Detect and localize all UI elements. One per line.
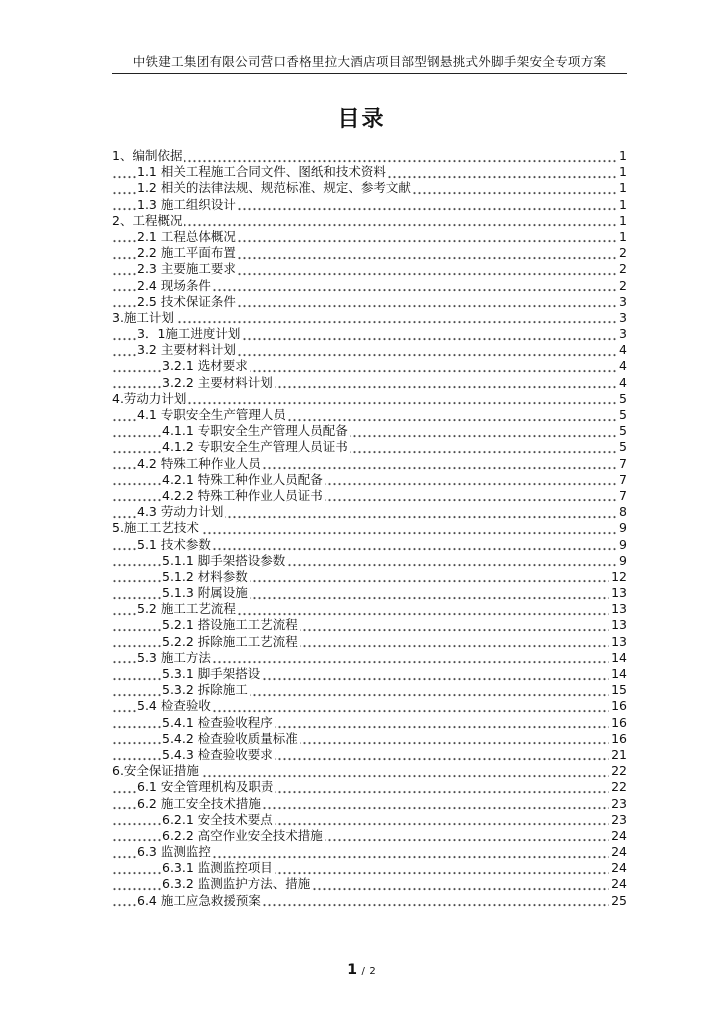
toc-entry-page: 7 bbox=[619, 455, 627, 471]
toc-entry-page: 13 bbox=[611, 633, 627, 649]
toc-entry[interactable] bbox=[112, 893, 627, 909]
current-page-number: 1 bbox=[347, 962, 358, 978]
toc-entry-title: 4.劳动力计划 bbox=[112, 390, 187, 406]
toc-entry-page: 1 bbox=[619, 164, 627, 180]
toc-entry-title: 4.2.2 特殊工种作业人员证书 bbox=[162, 487, 323, 503]
toc-entry-title: 6.3.1 监测监控项目 bbox=[162, 860, 273, 876]
table-of-contents bbox=[112, 148, 627, 909]
toc-entry[interactable] bbox=[112, 876, 627, 892]
toc-entry[interactable] bbox=[112, 650, 627, 666]
toc-entry[interactable] bbox=[112, 634, 627, 650]
toc-entry-title: 6.4 施工应急救援预案 bbox=[137, 892, 261, 908]
toc-entry-title: 4.3 劳动力计划 bbox=[137, 504, 224, 520]
toc-entry-page: 1 bbox=[619, 180, 627, 196]
toc-entry-page: 24 bbox=[611, 876, 627, 892]
toc-entry[interactable] bbox=[112, 278, 627, 294]
toc-entry-page: 22 bbox=[611, 763, 627, 779]
toc-entry[interactable] bbox=[112, 537, 627, 553]
document-title: 目录 bbox=[337, 107, 386, 132]
toc-entry-title: 5.1.2 材料参数 bbox=[162, 568, 248, 584]
toc-entry-title: 5.1 技术参数 bbox=[137, 536, 211, 552]
toc-entry[interactable] bbox=[112, 164, 627, 180]
toc-entry-title: 2.1 工程总体概况 bbox=[137, 228, 236, 244]
toc-entry[interactable] bbox=[112, 245, 627, 261]
toc-entry-title: 5.1.1 脚手架搭设参数 bbox=[162, 552, 286, 568]
toc-entry[interactable] bbox=[112, 229, 627, 245]
toc-entry[interactable] bbox=[112, 358, 627, 374]
toc-entry-page: 2 bbox=[619, 261, 627, 277]
toc-entry-page: 2 bbox=[619, 277, 627, 293]
toc-entry-page: 9 bbox=[619, 552, 627, 568]
toc-entry-page: 23 bbox=[611, 811, 627, 827]
toc-entry-page: 1 bbox=[619, 212, 627, 228]
toc-entry-title: 1.3 施工组织设计 bbox=[137, 196, 236, 212]
toc-entry-page: 1 bbox=[619, 148, 627, 163]
toc-entry-title: 5.4.1 检查验收程序 bbox=[162, 714, 273, 730]
toc-entry-title: 6.安全保证措施 bbox=[112, 763, 199, 779]
toc-entry[interactable] bbox=[112, 553, 627, 569]
toc-entry-title: 3．1施工进度计划 bbox=[137, 326, 241, 342]
toc-entry[interactable] bbox=[112, 844, 627, 860]
toc-entry[interactable] bbox=[112, 488, 627, 504]
toc-entry-title: 4.1.1 专职安全生产管理人员配备 bbox=[162, 423, 348, 439]
toc-entry-page: 1 bbox=[619, 228, 627, 244]
toc-entry-title: 2.5 技术保证条件 bbox=[137, 293, 236, 309]
page-header: 中铁建工集团有限公司营口香格里拉大酒店项目部型钢悬挑式外脚手架安全专项方案 bbox=[112, 52, 627, 74]
toc-entry[interactable] bbox=[112, 585, 627, 601]
toc-entry-title: 5.4.3 检查验收要求 bbox=[162, 746, 273, 762]
toc-entry-title: 5.1.3 附属设施 bbox=[162, 585, 248, 601]
toc-entry-title: 6.2 施工安全技术措施 bbox=[137, 795, 261, 811]
toc-entry[interactable] bbox=[112, 569, 627, 585]
toc-entry-title: 6.1 安全管理机构及职责 bbox=[137, 779, 274, 795]
toc-entry[interactable] bbox=[112, 601, 627, 617]
toc-entry-page: 21 bbox=[611, 746, 627, 762]
toc-entry[interactable] bbox=[112, 180, 627, 196]
toc-entry-page: 4 bbox=[619, 342, 627, 358]
toc-entry-title: 5.3.2 拆除施工 bbox=[162, 682, 248, 698]
toc-entry-title: 1.1 相关工程施工合同文件、图纸和技术资料 bbox=[137, 164, 386, 180]
toc-entry-title: 2、工程概况 bbox=[112, 212, 183, 228]
toc-entry[interactable] bbox=[112, 423, 627, 439]
toc-entry-page: 9 bbox=[619, 520, 627, 536]
toc-entry-title: 3.施工计划 bbox=[112, 309, 174, 325]
toc-entry[interactable] bbox=[112, 197, 627, 213]
toc-entry-page: 12 bbox=[611, 568, 627, 584]
toc-entry[interactable] bbox=[112, 261, 627, 277]
toc-entry-page: 15 bbox=[611, 682, 627, 698]
toc-entry[interactable] bbox=[112, 148, 627, 164]
toc-entry-title: 2.2 施工平面布置 bbox=[137, 245, 236, 261]
toc-entry-title: 5.4.2 检查验收质量标准 bbox=[162, 730, 298, 746]
toc-entry-title: 5.2 施工工艺流程 bbox=[137, 601, 236, 617]
toc-entry[interactable] bbox=[112, 666, 627, 682]
toc-entry[interactable] bbox=[112, 294, 627, 310]
toc-entry[interactable] bbox=[112, 779, 627, 795]
toc-entry-title: 4.2 特殊工种作业人员 bbox=[137, 455, 261, 471]
toc-entry-title: 5.2.2 拆除施工工艺流程 bbox=[162, 633, 298, 649]
toc-entry-title: 1、编制依据 bbox=[112, 148, 183, 163]
toc-entry[interactable] bbox=[112, 310, 627, 326]
toc-entry[interactable] bbox=[112, 860, 627, 876]
toc-entry[interactable] bbox=[112, 326, 627, 342]
toc-entry[interactable] bbox=[112, 747, 627, 763]
toc-entry-page: 14 bbox=[611, 649, 627, 665]
toc-entry-title: 4.1.2 专职安全生产管理人员证书 bbox=[162, 439, 348, 455]
toc-entry-title: 6.2.2 高空作业安全技术措施 bbox=[162, 827, 323, 843]
toc-entry-page: 7 bbox=[619, 487, 627, 503]
toc-entry[interactable] bbox=[112, 617, 627, 633]
toc-entry[interactable] bbox=[112, 731, 627, 747]
toc-entry-title: 5.3 施工方法 bbox=[137, 649, 211, 665]
toc-entry-page: 24 bbox=[611, 860, 627, 876]
page-footer bbox=[0, 962, 723, 978]
toc-entry-page: 24 bbox=[611, 827, 627, 843]
toc-entry[interactable] bbox=[112, 763, 627, 779]
toc-entry[interactable] bbox=[112, 812, 627, 828]
toc-entry-page: 16 bbox=[611, 698, 627, 714]
toc-entry[interactable] bbox=[112, 715, 627, 731]
toc-entry-title: 2.4 现场条件 bbox=[137, 277, 211, 293]
toc-entry-page: 8 bbox=[619, 504, 627, 520]
toc-entry[interactable] bbox=[112, 472, 627, 488]
toc-entry-page: 4 bbox=[619, 374, 627, 390]
toc-entry[interactable] bbox=[112, 407, 627, 423]
toc-entry[interactable] bbox=[112, 391, 627, 407]
toc-entry-title: 3.2.1 选材要求 bbox=[162, 358, 248, 374]
toc-entry-page: 14 bbox=[611, 666, 627, 681]
toc-entry-page: 2 bbox=[619, 245, 627, 261]
toc-entry-page: 3 bbox=[619, 326, 627, 342]
toc-entry-title: 1.2 相关的法律法规、规范标准、规定、参考文献 bbox=[137, 180, 411, 196]
toc-entry[interactable] bbox=[112, 796, 627, 812]
toc-entry-page: 5 bbox=[619, 439, 627, 455]
toc-entry[interactable] bbox=[112, 520, 627, 536]
toc-entry-title: 5.4 检查验收 bbox=[137, 698, 211, 714]
toc-entry-page: 16 bbox=[611, 714, 627, 730]
toc-entry-page: 3 bbox=[619, 309, 627, 325]
toc-entry[interactable] bbox=[112, 342, 627, 358]
toc-entry-page: 3 bbox=[619, 293, 627, 309]
total-page-count: 2 bbox=[369, 966, 376, 977]
toc-entry-title: 5.2.1 搭设施工工艺流程 bbox=[162, 617, 298, 633]
toc-entry-page: 4 bbox=[619, 358, 627, 374]
toc-entry-page: 16 bbox=[611, 730, 627, 746]
toc-entry-page: 1 bbox=[619, 196, 627, 212]
toc-entry-page: 5 bbox=[619, 407, 627, 422]
toc-entry-page: 13 bbox=[611, 585, 627, 601]
toc-entry-title: 4.1 专职安全生产管理人员 bbox=[137, 407, 286, 422]
toc-entry-title: 5.施工工艺技术 bbox=[112, 520, 199, 536]
toc-entry-title: 2.3 主要施工要求 bbox=[137, 261, 236, 277]
toc-entry-page: 9 bbox=[619, 536, 627, 552]
toc-entry[interactable] bbox=[112, 439, 627, 455]
toc-entry[interactable] bbox=[112, 504, 627, 520]
toc-entry[interactable] bbox=[112, 698, 627, 714]
toc-entry[interactable] bbox=[112, 682, 627, 698]
page-separator: / bbox=[361, 966, 365, 977]
toc-entry-page: 23 bbox=[611, 795, 627, 811]
toc-entry-page: 13 bbox=[611, 617, 627, 633]
toc-entry-page: 7 bbox=[619, 471, 627, 487]
toc-entry-title: 3.2.2 主要材料计划 bbox=[162, 374, 273, 390]
toc-entry[interactable] bbox=[112, 828, 627, 844]
toc-entry-page: 5 bbox=[619, 423, 627, 439]
toc-entry-title: 4.2.1 特殊工种作业人员配备 bbox=[162, 471, 323, 487]
toc-entry-title: 6.2.1 安全技术要点 bbox=[162, 811, 273, 827]
toc-entry-title: 5.3.1 脚手架搭设 bbox=[162, 666, 261, 681]
toc-entry-title: 6.3 监测监控 bbox=[137, 844, 211, 860]
toc-entry-page: 25 bbox=[611, 892, 627, 908]
toc-entry-title: 3.2 主要材料计划 bbox=[137, 342, 236, 358]
toc-entry[interactable] bbox=[112, 456, 627, 472]
toc-entry-title: 6.3.2 监测监护方法、措施 bbox=[162, 876, 311, 892]
toc-entry-page: 5 bbox=[619, 390, 627, 406]
toc-entry-page: 24 bbox=[611, 844, 627, 860]
toc-entry[interactable] bbox=[112, 375, 627, 391]
toc-entry-page: 22 bbox=[611, 779, 627, 795]
toc-entry[interactable] bbox=[112, 213, 627, 229]
toc-entry-page: 13 bbox=[611, 601, 627, 617]
